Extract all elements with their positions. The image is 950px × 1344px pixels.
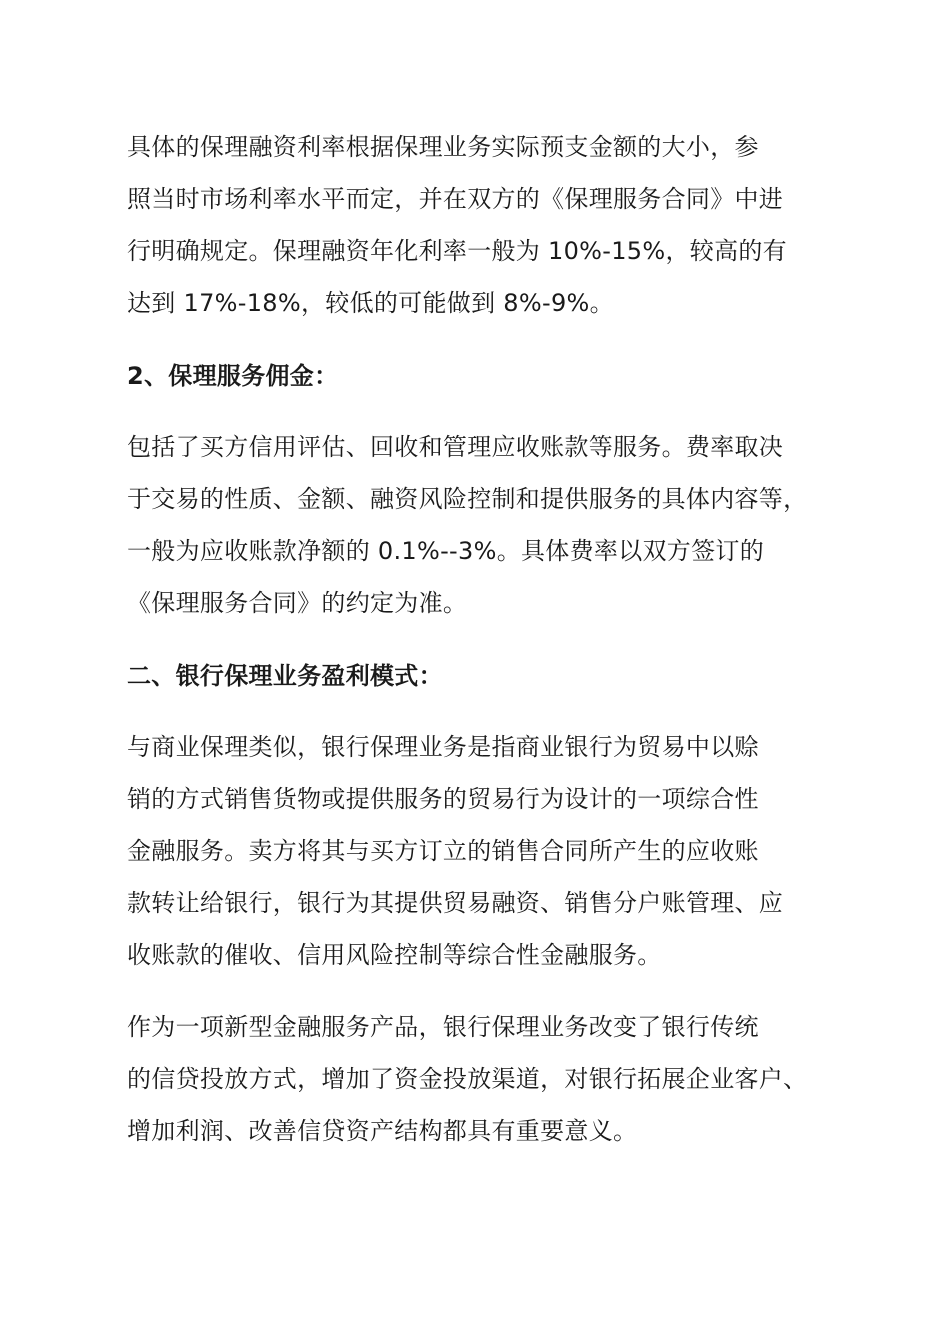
paragraph-3-line-3: 金融服务。卖方将其与买方订立的销售合同所产生的应收账 [127,837,759,865]
paragraph-3-line-2: 销的方式销售货物或提供服务的贸易行为设计的一项综合性 [127,785,759,813]
paragraph-3-line-1: 与商业保理类似，银行保理业务是指商业银行为贸易中以赊 [127,733,759,761]
paragraph-2-line-3: 一般为应收账款净额的 0.1%--3%。具体费率以双方签订的 [127,537,764,565]
paragraph-2-line-4: 《保理服务合同》的约定为准。 [127,589,468,617]
paragraph-4-line-2: 的信贷投放方式，增加了资金投放渠道，对银行拓展企业客户、 [127,1065,808,1093]
paragraph-1-line-3: 行明确规定。保理融资年化利率一般为 10%-15%，较高的有 [127,237,787,265]
paragraph-4-line-1: 作为一项新型金融服务产品，银行保理业务改变了银行传统 [127,1013,759,1041]
paragraph-1-line-2: 照当时市场利率水平而定，并在双方的《保理服务合同》中进 [127,185,784,213]
paragraph-2-line-1: 包括了买方信用评估、回收和管理应收账款等服务。费率取决 [127,433,784,461]
paragraph-1-line-1: 具体的保理融资利率根据保理业务实际预支金额的大小，参 [127,133,759,161]
section-heading-bank-factoring: 二、银行保理业务盈利模式： [127,662,443,690]
paragraph-1-line-4: 达到 17%-18%，较低的可能做到 8%-9%。 [127,289,614,317]
paragraph-3-line-5: 收账款的催收、信用风险控制等综合性金融服务。 [127,941,662,969]
paragraph-2-line-2: 于交易的性质、金额、融资风险控制和提供服务的具体内容等， [127,485,808,513]
paragraph-4-line-3: 增加利润、改善信贷资产结构都具有重要意义。 [127,1117,638,1145]
section-heading-commission: 2、保理服务佣金： [127,362,339,390]
paragraph-3-line-4: 款转让给银行，银行为其提供贸易融资、销售分户账管理、应 [127,889,784,917]
